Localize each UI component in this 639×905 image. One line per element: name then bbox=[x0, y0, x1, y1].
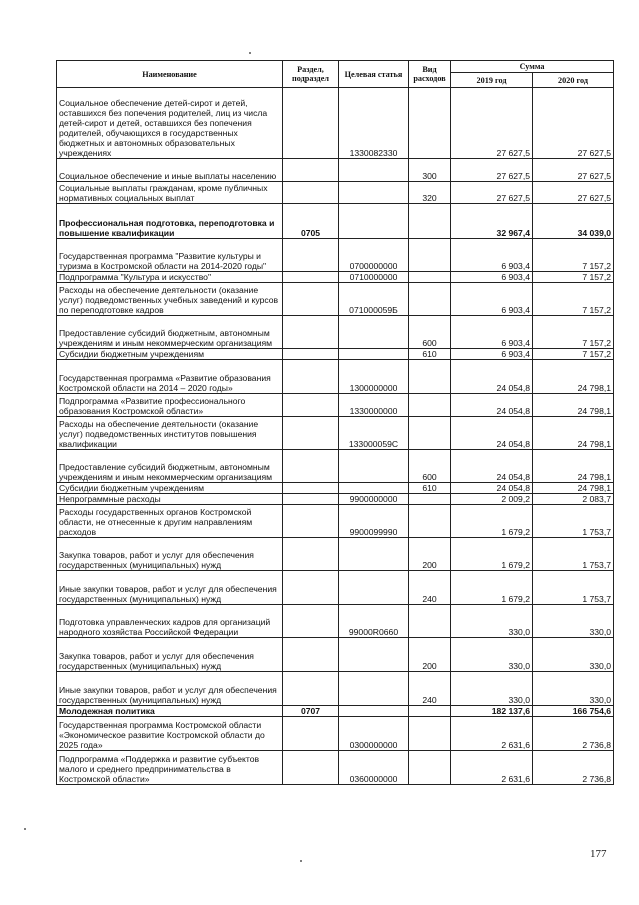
cell-expense-type: 320 bbox=[409, 182, 451, 204]
table-row bbox=[57, 717, 614, 751]
cell-section bbox=[283, 494, 339, 505]
header-section: Раздел, подраздел bbox=[283, 61, 339, 88]
cell-name: Закупка товаров, работ и услуг для обеспечения государственных (муниципальных) нужд bbox=[57, 538, 283, 571]
cell-sum-2019: 6 903,4 bbox=[451, 349, 533, 360]
cell-sum-2019: 24 054,8 bbox=[451, 483, 533, 494]
header-article: Целевая статья bbox=[339, 61, 409, 88]
cell-section bbox=[283, 605, 339, 638]
table-row bbox=[57, 450, 614, 483]
table-row bbox=[57, 483, 614, 494]
cell-sum-2020: 24 798,1 bbox=[533, 394, 614, 417]
cell-name: Субсидии бюджетным учреждениям bbox=[57, 349, 283, 360]
cell-name: Государственная программа "Развитие культуры и туризма в Костромской области на 2014-2020 годы" bbox=[57, 239, 283, 272]
cell-sum-2020: 24 798,1 bbox=[533, 483, 614, 494]
cell-expense-type bbox=[409, 494, 451, 505]
cell-name: Предоставление субсидий бюджетным, автономным учреждениям и иным некоммерческим организациям bbox=[57, 450, 283, 483]
cell-article bbox=[339, 204, 409, 239]
cell-sum-2019: 2 009,2 bbox=[451, 494, 533, 505]
cell-sum-2020: 1 753,7 bbox=[533, 538, 614, 571]
cell-name: Предоставление субсидий бюджетным, автономным учреждениям и иным некоммерческим организациям bbox=[57, 316, 283, 349]
cell-section: 0707 bbox=[283, 706, 339, 717]
cell-name: Государственная программа Костромской области «Экономическое развитие Костромской области до 2025 года» bbox=[57, 717, 283, 751]
table-row bbox=[57, 638, 614, 672]
table-row bbox=[57, 706, 614, 717]
cell-sum-2019: 24 054,8 bbox=[451, 450, 533, 483]
cell-section bbox=[283, 672, 339, 706]
cell-expense-type: 240 bbox=[409, 571, 451, 605]
table-row bbox=[57, 605, 614, 638]
cell-sum-2020: 24 798,1 bbox=[533, 417, 614, 450]
cell-sum-2019: 330,0 bbox=[451, 638, 533, 672]
cell-section bbox=[283, 417, 339, 450]
cell-article: 133000059С bbox=[339, 417, 409, 450]
cell-article bbox=[339, 706, 409, 717]
budget-table bbox=[56, 60, 614, 785]
cell-name: Непрограммные расходы bbox=[57, 494, 283, 505]
header-year-2020: 2020 год bbox=[533, 73, 614, 88]
cell-sum-2019: 6 903,4 bbox=[451, 316, 533, 349]
table-row bbox=[57, 88, 614, 159]
table-row bbox=[57, 316, 614, 349]
page-number: 177 bbox=[590, 848, 607, 860]
table-row bbox=[57, 239, 614, 272]
cell-sum-2019: 6 903,4 bbox=[451, 272, 533, 283]
table-header bbox=[57, 61, 614, 88]
cell-expense-type bbox=[409, 717, 451, 751]
cell-section bbox=[283, 182, 339, 204]
cell-sum-2020: 27 627,5 bbox=[533, 182, 614, 204]
table-body bbox=[57, 88, 614, 785]
cell-sum-2019: 27 627,5 bbox=[451, 88, 533, 159]
cell-expense-type bbox=[409, 360, 451, 394]
cell-expense-type: 610 bbox=[409, 483, 451, 494]
cell-section bbox=[283, 88, 339, 159]
cell-sum-2020: 2 736,8 bbox=[533, 751, 614, 785]
cell-expense-type: 600 bbox=[409, 450, 451, 483]
table-row bbox=[57, 272, 614, 283]
cell-name: Иные закупки товаров, работ и услуг для обеспечения государственных (муниципальных) нужд bbox=[57, 672, 283, 706]
cell-name: Закупка товаров, работ и услуг для обеспечения государственных (муниципальных) нужд bbox=[57, 638, 283, 672]
cell-sum-2020: 7 157,2 bbox=[533, 349, 614, 360]
cell-section bbox=[283, 450, 339, 483]
cell-section bbox=[283, 483, 339, 494]
cell-expense-type: 610 bbox=[409, 349, 451, 360]
cell-sum-2019: 2 631,6 bbox=[451, 751, 533, 785]
cell-sum-2019: 1 679,2 bbox=[451, 538, 533, 571]
cell-article: 1330000000 bbox=[339, 394, 409, 417]
cell-section bbox=[283, 316, 339, 349]
cell-name: Расходы на обеспечение деятельности (оказание услуг) подведомственных учебных заведений и курсов по переподготовке кадров bbox=[57, 283, 283, 316]
cell-sum-2019: 24 054,8 bbox=[451, 360, 533, 394]
cell-name: Подпрограмма "Культура и искусство" bbox=[57, 272, 283, 283]
cell-expense-type bbox=[409, 272, 451, 283]
cell-expense-type bbox=[409, 88, 451, 159]
cell-sum-2020: 1 753,7 bbox=[533, 505, 614, 538]
cell-sum-2020: 330,0 bbox=[533, 672, 614, 706]
table-row bbox=[57, 394, 614, 417]
scan-speck bbox=[24, 828, 26, 830]
cell-article bbox=[339, 571, 409, 605]
cell-expense-type bbox=[409, 283, 451, 316]
cell-sum-2020: 24 798,1 bbox=[533, 450, 614, 483]
cell-name: Подготовка управленческих кадров для организаций народного хозяйства Российской Федерации bbox=[57, 605, 283, 638]
cell-article: 99000R0660 bbox=[339, 605, 409, 638]
header-name: Наименование bbox=[57, 61, 283, 88]
cell-section bbox=[283, 638, 339, 672]
cell-section bbox=[283, 538, 339, 571]
cell-section bbox=[283, 505, 339, 538]
cell-sum-2019: 1 679,2 bbox=[451, 505, 533, 538]
cell-sum-2019: 24 054,8 bbox=[451, 417, 533, 450]
cell-article bbox=[339, 538, 409, 571]
cell-section bbox=[283, 159, 339, 182]
scan-speck bbox=[249, 52, 251, 54]
cell-section bbox=[283, 283, 339, 316]
cell-expense-type bbox=[409, 706, 451, 717]
cell-expense-type: 200 bbox=[409, 538, 451, 571]
cell-sum-2020: 7 157,2 bbox=[533, 239, 614, 272]
cell-article: 9900000000 bbox=[339, 494, 409, 505]
cell-section bbox=[283, 349, 339, 360]
cell-article bbox=[339, 316, 409, 349]
cell-sum-2019: 1 679,2 bbox=[451, 571, 533, 605]
cell-sum-2020: 27 627,5 bbox=[533, 159, 614, 182]
cell-section bbox=[283, 394, 339, 417]
table-row bbox=[57, 672, 614, 706]
cell-name: Иные закупки товаров, работ и услуг для обеспечения государственных (муниципальных) нужд bbox=[57, 571, 283, 605]
cell-section bbox=[283, 717, 339, 751]
cell-section bbox=[283, 272, 339, 283]
cell-article: 9900099990 bbox=[339, 505, 409, 538]
cell-article bbox=[339, 672, 409, 706]
header-sum: Сумма bbox=[451, 61, 614, 73]
header-expense-type: Вид расходов bbox=[409, 61, 451, 88]
table-row bbox=[57, 349, 614, 360]
cell-expense-type: 600 bbox=[409, 316, 451, 349]
table-row bbox=[57, 751, 614, 785]
cell-sum-2019: 27 627,5 bbox=[451, 182, 533, 204]
cell-expense-type bbox=[409, 751, 451, 785]
cell-expense-type bbox=[409, 417, 451, 450]
cell-article: 1300000000 bbox=[339, 360, 409, 394]
cell-sum-2020: 7 157,2 bbox=[533, 283, 614, 316]
header-year-2019: 2019 год bbox=[451, 73, 533, 88]
cell-name: Молодежная политика bbox=[57, 706, 283, 717]
cell-sum-2019: 6 903,4 bbox=[451, 283, 533, 316]
cell-name: Социальные выплаты гражданам, кроме публичных нормативных социальных выплат bbox=[57, 182, 283, 204]
table-row bbox=[57, 159, 614, 182]
cell-article: 0700000000 bbox=[339, 239, 409, 272]
cell-sum-2020: 1 753,7 bbox=[533, 571, 614, 605]
cell-expense-type bbox=[409, 605, 451, 638]
cell-article bbox=[339, 638, 409, 672]
cell-sum-2020: 2 736,8 bbox=[533, 717, 614, 751]
cell-sum-2020: 27 627,5 bbox=[533, 88, 614, 159]
table-row bbox=[57, 360, 614, 394]
table-row bbox=[57, 417, 614, 450]
cell-sum-2020: 166 754,6 bbox=[533, 706, 614, 717]
cell-sum-2020: 7 157,2 bbox=[533, 272, 614, 283]
cell-sum-2019: 2 631,6 bbox=[451, 717, 533, 751]
cell-name: Социальное обеспечение детей-сирот и детей, оставшихся без попечения родителей, лиц из числа детей-сирот и детей, оставшихся без попечения родителей, обучающихся в государственных бюджетных и автономных образовательных учреждениях bbox=[57, 88, 283, 159]
cell-article: 0300000000 bbox=[339, 717, 409, 751]
cell-sum-2019: 27 627,5 bbox=[451, 159, 533, 182]
cell-section bbox=[283, 571, 339, 605]
cell-sum-2019: 6 903,4 bbox=[451, 239, 533, 272]
cell-sum-2020: 34 039,0 bbox=[533, 204, 614, 239]
table-row bbox=[57, 182, 614, 204]
cell-sum-2019: 32 967,4 bbox=[451, 204, 533, 239]
cell-expense-type: 240 bbox=[409, 672, 451, 706]
cell-sum-2020: 330,0 bbox=[533, 638, 614, 672]
cell-section bbox=[283, 751, 339, 785]
cell-article: 0360000000 bbox=[339, 751, 409, 785]
table-row bbox=[57, 571, 614, 605]
scan-speck bbox=[300, 860, 302, 862]
cell-name: Субсидии бюджетным учреждениям bbox=[57, 483, 283, 494]
cell-name: Профессиональная подготовка, переподготовка и повышение квалификации bbox=[57, 204, 283, 239]
cell-article bbox=[339, 349, 409, 360]
cell-sum-2020: 7 157,2 bbox=[533, 316, 614, 349]
table-row bbox=[57, 283, 614, 316]
cell-name: Социальное обеспечение и иные выплаты населению bbox=[57, 159, 283, 182]
cell-section bbox=[283, 239, 339, 272]
cell-sum-2019: 330,0 bbox=[451, 672, 533, 706]
cell-name: Расходы на обеспечение деятельности (оказание услуг) подведомственных институтов повышения квалификации bbox=[57, 417, 283, 450]
cell-expense-type bbox=[409, 239, 451, 272]
cell-sum-2019: 24 054,8 bbox=[451, 394, 533, 417]
cell-expense-type bbox=[409, 505, 451, 538]
cell-sum-2020: 2 083,7 bbox=[533, 494, 614, 505]
cell-section: 0705 bbox=[283, 204, 339, 239]
cell-article: 1330082330 bbox=[339, 88, 409, 159]
cell-expense-type: 200 bbox=[409, 638, 451, 672]
cell-sum-2019: 330,0 bbox=[451, 605, 533, 638]
cell-article bbox=[339, 182, 409, 204]
table-row bbox=[57, 494, 614, 505]
cell-name: Подпрограмма «Поддержка и развитие субъектов малого и среднего предпринимательства в Костромской области» bbox=[57, 751, 283, 785]
cell-expense-type: 300 bbox=[409, 159, 451, 182]
cell-sum-2020: 330,0 bbox=[533, 605, 614, 638]
table-row bbox=[57, 204, 614, 239]
cell-expense-type bbox=[409, 204, 451, 239]
cell-sum-2019: 182 137,6 bbox=[451, 706, 533, 717]
cell-section bbox=[283, 360, 339, 394]
cell-sum-2020: 24 798,1 bbox=[533, 360, 614, 394]
cell-article bbox=[339, 159, 409, 182]
cell-article bbox=[339, 483, 409, 494]
cell-name: Государственная программа «Развитие образования Костромской области на 2014 – 2020 годы» bbox=[57, 360, 283, 394]
cell-expense-type bbox=[409, 394, 451, 417]
table-row bbox=[57, 538, 614, 571]
cell-name: Расходы государственных органов Костромской области, не отнесенные к другим направлениям расходов bbox=[57, 505, 283, 538]
cell-name: Подпрограмма «Развитие профессионального образования Костромской области» bbox=[57, 394, 283, 417]
cell-article: 0710000000 bbox=[339, 272, 409, 283]
cell-article bbox=[339, 450, 409, 483]
cell-article: 071000059Б bbox=[339, 283, 409, 316]
table-row bbox=[57, 505, 614, 538]
